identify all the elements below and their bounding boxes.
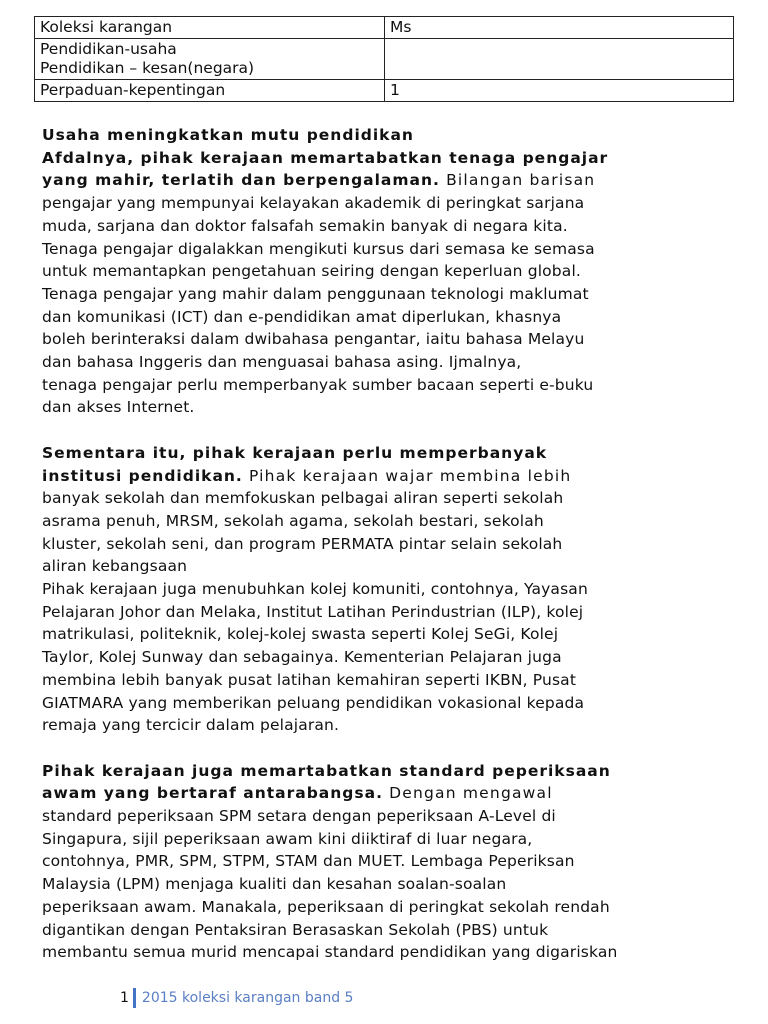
body-text: GIATMARA yang memberikan peluang pendidikan vokasional kepada	[42, 693, 585, 712]
body-text: tenaga pengajar perlu memperbanyak sumber bacaan seperti e-buku	[42, 375, 594, 394]
body-text: Pihak kerajaan wajar membina lebih	[242, 466, 572, 485]
essay-content	[42, 124, 742, 987]
body-text: untuk memantapkan pengetahuan seiring dengan keperluan global.	[42, 262, 581, 281]
text-line	[42, 487, 742, 510]
bold-phrase: yang mahir, terlatih dan berpengalaman.	[42, 171, 440, 190]
topic-cell	[35, 39, 385, 80]
body-text: standard peperiksaan SPM setara dengan peperiksaan A-Level di	[42, 807, 556, 826]
text-line	[42, 260, 742, 283]
text-line	[42, 873, 742, 896]
body-text: muda, sarjana dan doktor falsafah semakin banyak di negara kita.	[42, 216, 568, 235]
body-text: digantikan dengan Pentaksiran Berasaskan Sekolah (PBS) untuk	[42, 920, 549, 939]
text-line	[42, 578, 742, 601]
text-line	[42, 510, 742, 533]
topic-line: Pendidikan-usaha	[40, 40, 177, 58]
bold-phrase: Sementara itu, pihak kerajaan perlu memperbanyak	[42, 443, 548, 462]
text-line	[42, 941, 742, 964]
text-line	[42, 919, 742, 942]
text-line	[42, 601, 742, 624]
text-line	[42, 351, 742, 374]
page-cell: 1	[385, 80, 734, 102]
text-line	[42, 533, 742, 556]
bold-phrase: Afdalnya, pihak kerajaan memartabatkan tenaga pengajar	[42, 148, 609, 167]
page-cell	[385, 39, 734, 80]
topic-line: Koleksi karangan	[40, 18, 173, 36]
footer-divider	[133, 988, 136, 1008]
topic-cell	[35, 80, 385, 102]
text-line	[42, 646, 742, 669]
bold-phrase: awam yang bertaraf antarabangsa.	[42, 784, 383, 803]
text-line	[42, 896, 742, 919]
paragraph	[42, 124, 742, 419]
text-line	[42, 215, 742, 238]
text-line	[42, 805, 742, 828]
topic-line: Pendidikan – kesan(negara)	[40, 59, 255, 77]
body-text: peperiksaan awam. Manakala, peperiksaan di peringkat sekolah rendah	[42, 897, 610, 916]
body-text: Bilangan barisan	[439, 171, 596, 190]
body-text: Malaysia (LPM) menjaga kualiti dan kesahan soalan-soalan	[42, 875, 507, 894]
text-line	[42, 374, 742, 397]
body-text: aliran kebangsaan	[42, 557, 188, 576]
body-text: dan bahasa Inggeris dan menguasai bahasa asing. Ijmalnya,	[42, 353, 522, 372]
body-text: Pihak kerajaan juga menubuhkan kolej komuniti, contohnya, Yayasan	[42, 580, 588, 599]
bold-phrase: Usaha meningkatkan mutu pendidikan	[42, 126, 414, 144]
body-text: contohnya, PMR, SPM, STPM, STAM dan MUET. Lembaga Peperiksan	[42, 852, 575, 871]
text-line	[42, 850, 742, 873]
table-row	[35, 17, 734, 39]
table-row	[35, 39, 734, 80]
footer-title: 2015 koleksi karangan band 5	[141, 990, 354, 1006]
contents-table	[34, 16, 734, 102]
text-line	[42, 442, 742, 465]
text-line	[42, 669, 742, 692]
body-text: dan akses Internet.	[42, 398, 195, 417]
text-line	[42, 623, 742, 646]
text-line	[42, 192, 742, 215]
text-line	[42, 169, 742, 192]
text-line	[42, 692, 742, 715]
table-row	[35, 80, 734, 102]
body-text: Dengan mengawal	[382, 784, 553, 803]
body-text: Singapura, sijil peperiksaan awam kini diiktiraf di luar negara,	[42, 829, 533, 848]
text-line	[42, 283, 742, 306]
body-text: remaja yang tercicir dalam pelajaran.	[42, 716, 340, 735]
paragraph	[42, 760, 742, 964]
text-line	[42, 782, 742, 805]
body-text: kluster, sekolah seni, dan program PERMATA pintar selain sekolah	[42, 534, 563, 553]
body-text: dan komunikasi (ICT) dan e-pendidikan amat diperlukan, khasnya	[42, 307, 562, 326]
text-line	[42, 555, 742, 578]
text-line	[42, 238, 742, 261]
paragraph	[42, 442, 742, 737]
topic-line: Perpaduan-kepentingan	[40, 81, 226, 99]
text-line	[42, 396, 742, 419]
body-text: asrama penuh, MRSM, sekolah agama, sekolah bestari, sekolah	[42, 511, 544, 530]
text-line	[42, 328, 742, 351]
text-line	[42, 465, 742, 488]
body-text: membina lebih banyak pusat latihan kemahiran seperti IKBN, Pusat	[42, 670, 577, 689]
text-line	[42, 828, 742, 851]
body-text: Pelajaran Johor dan Melaka, Institut Latihan Perindustrian (ILP), kolej	[42, 602, 584, 621]
body-text: pengajar yang mempunyai kelayakan akademik di peringkat sarjana	[42, 194, 585, 213]
body-text: Tenaga pengajar yang mahir dalam penggunaan teknologi maklumat	[42, 284, 589, 303]
topic-cell	[35, 17, 385, 39]
text-line	[42, 124, 742, 147]
text-line	[42, 760, 742, 783]
page-number: 1	[120, 990, 129, 1006]
body-text: Taylor, Kolej Sunway dan sebagainya. Kementerian Pelajaran juga	[42, 648, 562, 667]
body-text: Tenaga pengajar digalakkan mengikuti kursus dari semasa ke semasa	[42, 239, 595, 258]
text-line	[42, 147, 742, 170]
body-text: boleh berinteraksi dalam dwibahasa pengantar, iaitu bahasa Melayu	[42, 330, 585, 349]
page-cell: Ms	[385, 17, 734, 39]
body-text: banyak sekolah dan memfokuskan pelbagai aliran seperti sekolah	[42, 489, 564, 508]
body-text: matrikulasi, politeknik, kolej-kolej swasta seperti Kolej SeGi, Kolej	[42, 625, 559, 644]
text-line	[42, 306, 742, 329]
text-line	[42, 714, 742, 737]
page-footer	[120, 987, 353, 1009]
bold-phrase: institusi pendidikan.	[42, 466, 243, 485]
bold-phrase: Pihak kerajaan juga memartabatkan standard peperiksaan	[42, 761, 611, 780]
body-text: membantu semua murid mencapai standard pendidikan yang digariskan	[42, 943, 618, 962]
